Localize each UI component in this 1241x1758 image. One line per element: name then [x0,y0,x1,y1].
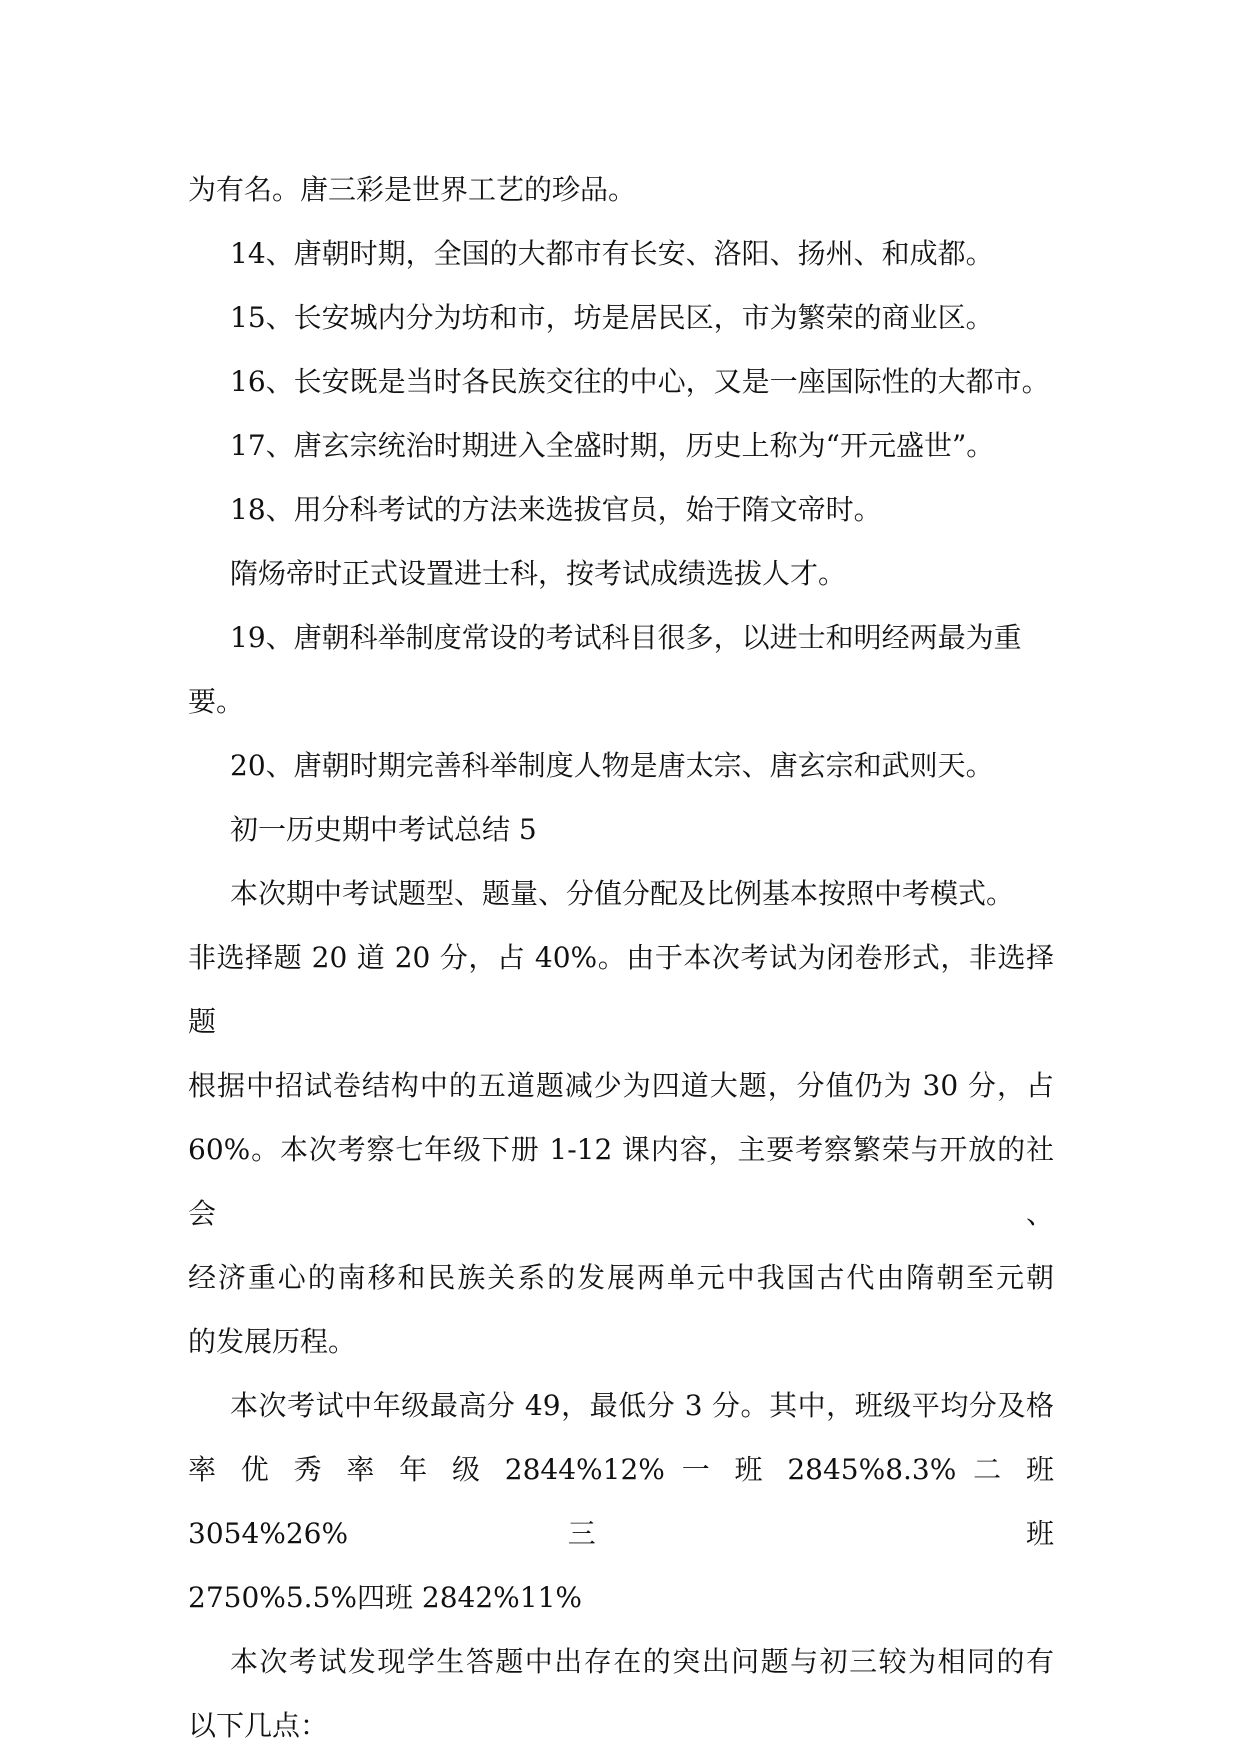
text-line: 17、唐玄宗统治时期进入全盛时期，历史上称为“开元盛世”。 [230,429,995,462]
document-body [188,158,1054,1758]
text-line: 本次考试中年级最高分 49，最低分 3 分。其中，班级平均分及格 [230,1389,1054,1422]
text-line: 14、唐朝时期，全国的大都市有长安、洛阳、扬州、和成都。 [230,237,994,270]
text-line: 60%。本次考察七年级下册 1-12 课内容，主要考察繁荣与开放的社会、 [188,1133,1054,1230]
text-line: 经济重心的南移和民族关系的发展两单元中我国古代由隋朝至元朝 [188,1261,1054,1294]
text-line: 非选择题 20 道 20 分，占 40%。由于本次考试为闭卷形式，非选择题 [188,941,1054,1038]
text-line: 以下几点： [188,1709,329,1742]
text-line: 的发展历程。 [188,1325,357,1358]
text-line: 要。 [188,685,245,718]
text-line: 18、用分科考试的方法来选拔官员，始于隋文帝时。 [230,493,882,526]
text-line: 根据中招试卷结构中的五道题减少为四道大题，分值仍为 30 分，占 [188,1069,1054,1102]
text-line: 19、唐朝科举制度常设的考试科目很多，以进士和明经两最为重 [230,621,1022,654]
text-line: 15、长安城内分为坊和市，坊是居民区，市为繁荣的商业区。 [230,301,994,334]
text-line: 率 优 秀 率 年 级 2844%12% 一 班 2845%8.3% 二 班 3054%26% 三 班 [188,1453,1054,1550]
text-line: 16、长安既是当时各民族交往的中心，又是一座国际性的大都市。 [230,365,1050,398]
text-line: 为有名。唐三彩是世界工艺的珍品。 [188,173,637,206]
text-line: 本次考试发现学生答题中出存在的突出问题与初三较为相同的有 [230,1645,1054,1678]
text-line: 2750%5.5%四班 2842%11% [188,1581,582,1614]
text-line: 隋炀帝时正式设置进士科，按考试成绩选拔人才。 [230,557,847,590]
section-heading: 初一历史期中考试总结 5 [230,813,537,846]
text-line: 本次期中考试题型、题量、分值分配及比例基本按照中考模式。 [230,877,1015,910]
text-line: 20、唐朝时期完善科举制度人物是唐太宗、唐玄宗和武则天。 [230,749,994,782]
